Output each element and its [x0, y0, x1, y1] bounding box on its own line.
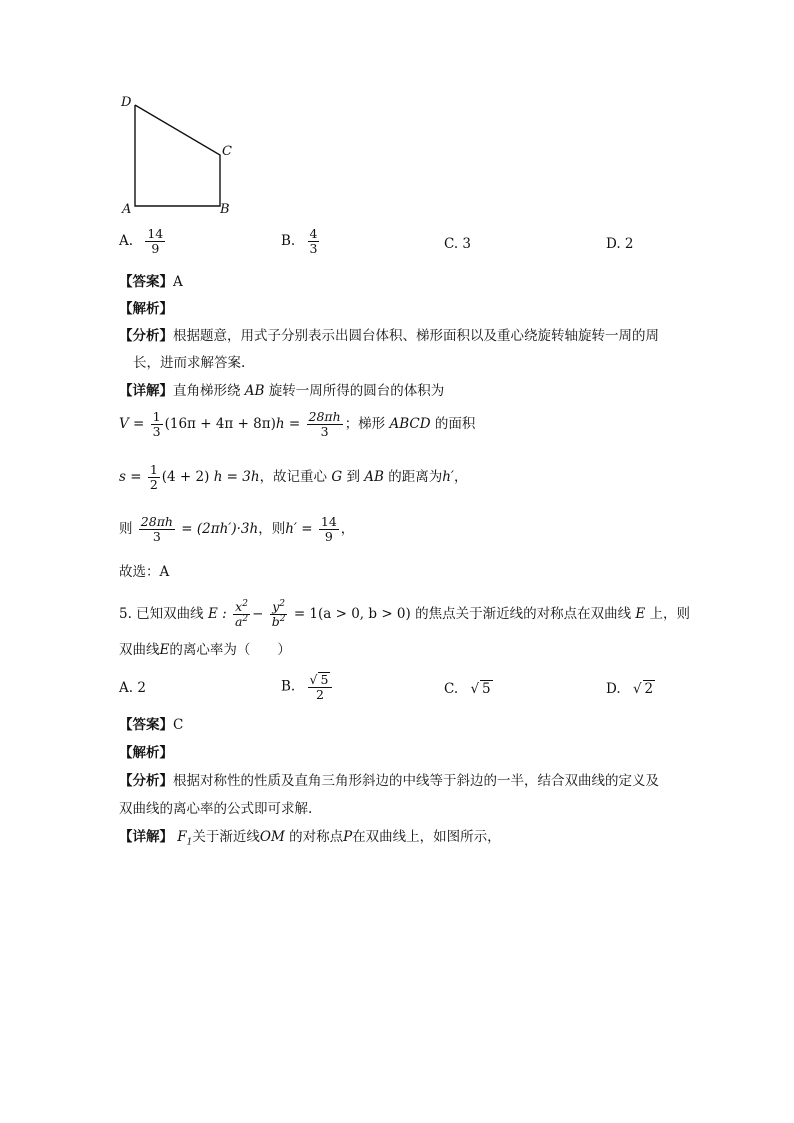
var-abcd: ABCD	[389, 415, 431, 432]
q5-option-a: A. 2	[119, 680, 146, 696]
q4-option-b-fraction	[308, 227, 320, 256]
s-lhs: s =	[119, 468, 142, 485]
q5-answer	[119, 715, 183, 735]
q5-frac-y	[270, 600, 288, 629]
q4-fenxi-line1	[119, 326, 659, 346]
square-sup: 2	[279, 599, 286, 609]
ze-mid: = (2πh′)·3h	[181, 520, 259, 537]
frac-den	[233, 615, 250, 629]
minus-sign: −	[252, 605, 264, 622]
sqrt-radicand: 5	[482, 681, 491, 697]
frac-num: 1	[152, 409, 161, 424]
label-a: A	[122, 202, 132, 217]
b-var: b	[271, 614, 280, 630]
frac-num: 4	[309, 226, 318, 241]
sqrt-sign: √	[309, 672, 318, 687]
q4-option-a-letter: A.	[119, 232, 134, 249]
ze-hp: h′ =	[285, 520, 313, 537]
answer-tag: 【答案】	[119, 717, 173, 733]
v-frac	[151, 410, 163, 439]
frac-den: 3	[309, 240, 318, 256]
frac-num: 14	[147, 226, 164, 241]
s-mid: (4 + 2)	[161, 468, 210, 485]
var-ab: AB	[244, 383, 265, 399]
q4-option-c: C. 3	[444, 236, 472, 252]
q4-choose: 故选：A	[119, 564, 170, 580]
trapezoid-outline	[135, 105, 220, 206]
fenxi-tag: 【分析】	[119, 773, 173, 789]
frac-den: 9	[151, 240, 160, 256]
var-e: E	[635, 605, 646, 622]
frac-num: 1	[149, 462, 158, 477]
f-var: F	[177, 829, 187, 845]
q4-volume-formula	[119, 410, 475, 439]
q5-stem-line2	[119, 640, 291, 660]
frac-den: 3	[320, 423, 329, 439]
a-var: a	[234, 614, 243, 630]
q5-stem-b: 的焦点关于渐近线的对称点在双曲线	[415, 605, 632, 622]
q4-fenxi-line2: 长，进而求解答案.	[133, 355, 246, 371]
frac-num	[270, 600, 287, 615]
y-var: y	[272, 599, 280, 615]
q4-option-a	[119, 227, 167, 256]
q5-stem-a: 5. 已知双曲线	[119, 605, 204, 622]
s-tail-b: 到	[346, 468, 360, 485]
v-frac2	[307, 410, 343, 439]
var-ab: AB	[364, 468, 384, 485]
q5-xiangjie	[119, 827, 501, 853]
s-tail-a: ，故记重心	[259, 468, 328, 485]
ze-tail-a: ，则	[258, 520, 286, 537]
sqrt-radicand: 2	[644, 681, 654, 697]
s-tail-c: 的距离为	[388, 468, 443, 485]
answer-value: A	[173, 274, 183, 290]
var-f1	[177, 829, 193, 848]
q4-then-formula	[119, 515, 354, 544]
q5-stem-c: 上，则	[649, 605, 691, 622]
q5-stem-line1	[119, 600, 690, 629]
q5-fenxi-line2: 双曲线的离心率的公式即可求解.	[119, 801, 313, 817]
s-h: h = 3h	[213, 468, 260, 485]
fenxi-text: 根据对称性的性质及直角三角形斜边的中线等于斜边的一半，结合双曲线的定义及	[173, 773, 659, 789]
var-om: OM	[259, 829, 285, 845]
v-lhs: V =	[119, 415, 145, 432]
q5-option-b-fraction	[308, 672, 333, 702]
q5-line2-a: 双曲线	[119, 642, 160, 658]
q4-area-formula	[119, 463, 467, 492]
frac-num: 14	[320, 514, 337, 529]
xiangjie-tag: 【详解】	[119, 383, 173, 399]
var-h-prime: h′	[442, 468, 454, 485]
square-sup: 2	[242, 599, 248, 609]
v-tail-a: ；梯形	[344, 415, 386, 432]
frac-den: 2	[149, 476, 158, 492]
q4-option-d: D. 2	[606, 236, 634, 252]
xiangjie-text-b: 的对称点	[289, 829, 344, 845]
fenxi-tag: 【分析】	[119, 328, 173, 344]
q4-answer	[119, 272, 183, 292]
q4-xiangjie	[119, 381, 444, 401]
v-h: h	[275, 415, 285, 432]
xiangjie-text-a: 直角梯形绕	[173, 383, 241, 399]
frac-num: 28πh	[140, 514, 173, 529]
frac-den: 9	[324, 528, 333, 544]
ze-frac	[139, 515, 175, 544]
q4-option-b	[281, 227, 321, 256]
v-mid: (16π + 4π + 8π)	[164, 415, 276, 432]
sqrt-sign: √	[470, 681, 480, 697]
q5-fenxi-line1	[119, 771, 659, 791]
xiangjie-tag: 【详解】	[119, 829, 173, 845]
q4-option-b-letter: B.	[281, 232, 296, 249]
label-b: B	[220, 202, 230, 217]
q5-line2-b: 的离心率为（ ）	[169, 642, 291, 658]
q5-option-b-letter: B.	[281, 678, 296, 695]
q4-option-a-fraction	[145, 227, 165, 256]
v-eq: =	[288, 415, 301, 432]
answer-value: C	[173, 717, 184, 733]
answer-tag: 【答案】	[119, 274, 173, 290]
sqrt-radicand: 5	[320, 672, 329, 687]
f-sub: 1	[186, 837, 193, 848]
q5-option-d-letter: D.	[606, 681, 621, 697]
q5-jiexi: 【解析】	[119, 745, 173, 761]
frac-den: 3	[152, 423, 161, 439]
q5-option-b	[281, 672, 334, 702]
xiangjie-text-c: 在双曲线上，如图所示，	[352, 829, 501, 845]
q5-option-c-letter: C.	[444, 681, 459, 697]
sqrt-sign: √	[632, 681, 642, 697]
ze-frac2	[319, 515, 339, 544]
var-e: E	[159, 642, 170, 658]
label-c: C	[222, 144, 232, 159]
q5-frac-x	[233, 600, 250, 629]
v-tail-b: 的面积	[434, 415, 476, 432]
frac-den: 2	[316, 686, 324, 702]
frac-den: 3	[152, 528, 161, 544]
var-g: G	[331, 468, 343, 485]
ze-a: 则	[119, 520, 133, 537]
ze-tail-b: ，	[340, 520, 355, 537]
frac-num	[233, 600, 250, 615]
frac-den	[270, 615, 288, 629]
xiangjie-text-a: 关于渐近线	[192, 829, 260, 845]
q5-stem-eq: = 1(a > 0, b > 0)	[293, 605, 411, 622]
square-sup: 2	[279, 613, 286, 624]
x-var: x	[235, 599, 243, 615]
xiangjie-text-b: 旋转一周所得的圆台的体积为	[268, 383, 445, 399]
s-tail-d: ，	[453, 468, 468, 485]
q4-jiexi: 【解析】	[119, 301, 173, 317]
frac-num	[308, 672, 333, 688]
frac-num: 28πh	[308, 409, 341, 424]
fenxi-text: 根据题意，用式子分别表示出圆台体积、梯形面积以及重心绕旋转轴旋转一周的周	[173, 328, 659, 344]
var-e: E :	[207, 605, 227, 622]
var-p: P	[343, 829, 353, 845]
square-sup: 2	[242, 613, 249, 624]
q5-option-c	[444, 680, 493, 697]
s-frac	[148, 463, 160, 492]
label-d: D	[121, 95, 132, 110]
q5-option-d	[606, 680, 655, 697]
